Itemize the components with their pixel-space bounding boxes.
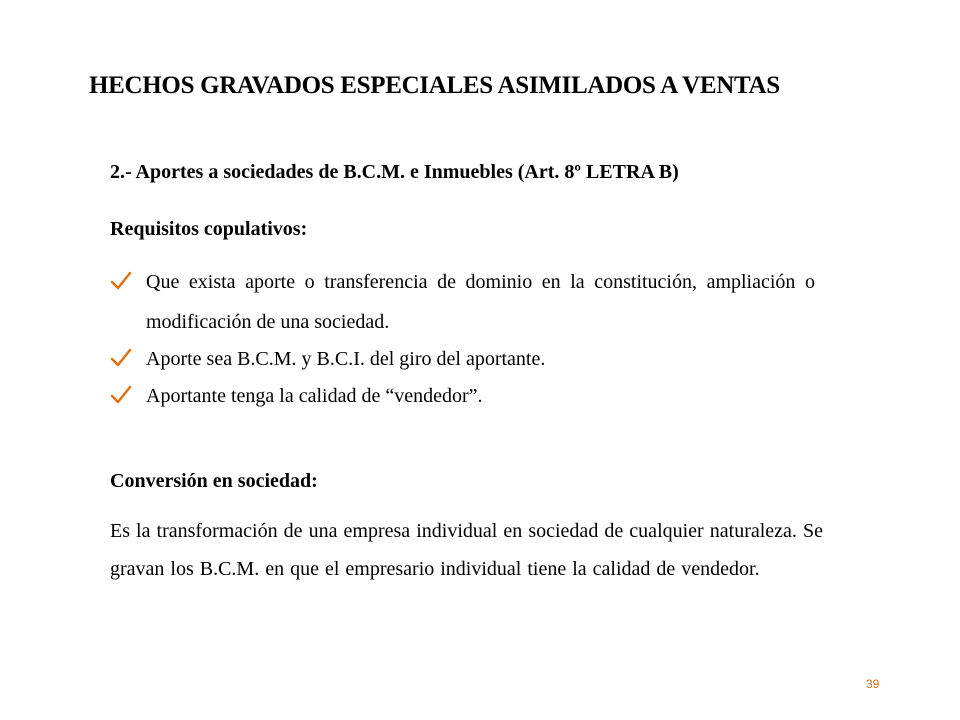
requirement-text: Que exista aporte o transferencia de dominio en la constitución, ampliación o modificación de una sociedad. bbox=[146, 271, 815, 333]
slide-title: HECHOS GRAVADOS ESPECIALES ASIMILADOS A VENTAS bbox=[89, 72, 780, 99]
requirement-item bbox=[110, 262, 815, 342]
requirement-item bbox=[110, 376, 815, 416]
check-icon bbox=[110, 385, 132, 405]
requirement-text: Aportante tenga la calidad de “vendedor”. bbox=[146, 385, 483, 407]
requirement-text: Aporte sea B.C.M. y B.C.I. del giro del aportante. bbox=[146, 348, 546, 370]
check-icon bbox=[110, 271, 132, 291]
check-icon bbox=[110, 348, 132, 368]
requirements-list bbox=[110, 262, 815, 416]
conversion-heading: Conversión en sociedad: bbox=[110, 470, 318, 492]
requirement-item bbox=[110, 339, 815, 379]
requirements-heading: Requisitos copulativos: bbox=[110, 218, 308, 240]
page-number: 39 bbox=[866, 677, 880, 691]
section-heading: 2.- Aportes a sociedades de B.C.M. e Inmuebles (Art. 8º LETRA B) bbox=[110, 161, 679, 183]
conversion-paragraph: Es la transformación de una empresa individual en sociedad de cualquier naturaleza. Se gravan los B.C.M. en que el empresario individual tiene la calidad de vendedor. bbox=[110, 520, 823, 580]
